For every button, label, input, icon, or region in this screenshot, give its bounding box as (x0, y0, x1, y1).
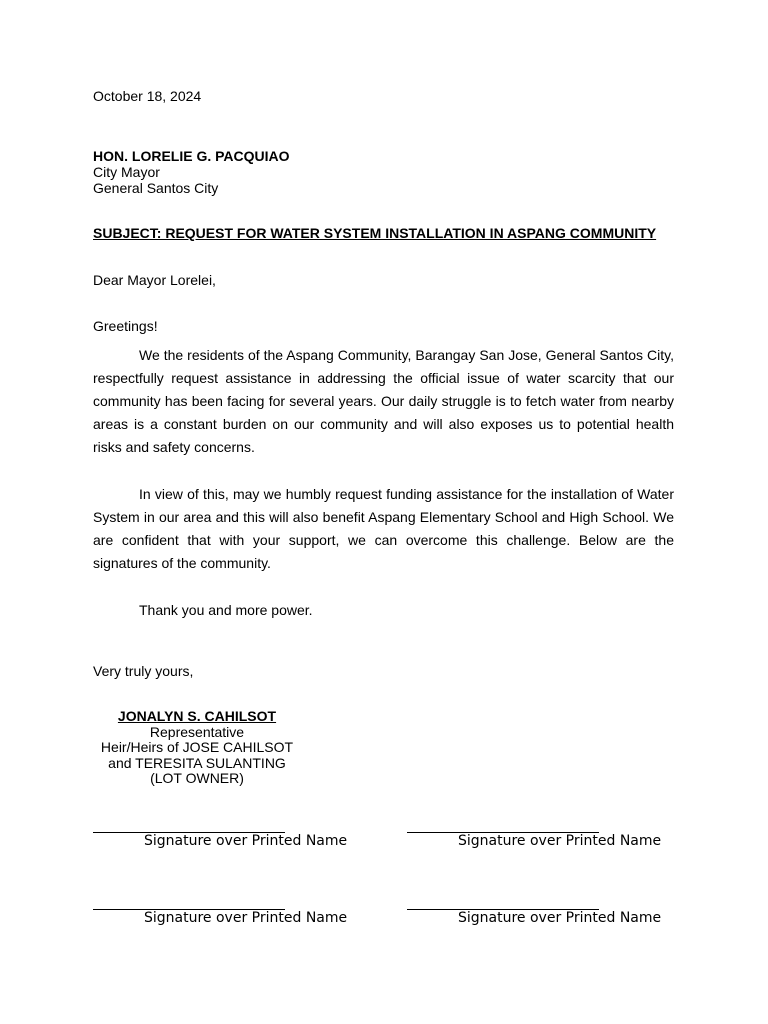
signatory-line-2: and TERESITA SULANTING (108, 754, 286, 771)
valediction: Very truly yours, (93, 663, 194, 679)
greeting: Greetings! (93, 318, 158, 334)
signature-caption-3: Signature over Printed Name (144, 910, 348, 926)
salutation: Dear Mayor Lorelei, (93, 272, 216, 288)
body-paragraph-1 (93, 344, 674, 459)
recipient-location: General Santos City (93, 180, 219, 196)
closing-thanks: Thank you and more power. (139, 602, 313, 618)
signatory-name: JONALYN S. CAHILSOT (117, 708, 277, 724)
recipient-title: City Mayor (93, 164, 160, 180)
recipient-block (93, 148, 290, 196)
signature-caption-4: Signature over Printed Name (458, 910, 662, 926)
signatory-role: Representative (149, 723, 245, 740)
signature-caption-1: Signature over Printed Name (144, 833, 348, 849)
signatory-line-1: Heir/Heirs of JOSE CAHILSOT (100, 739, 294, 756)
body-paragraph-2 (93, 483, 674, 575)
body-paragraph-2-text: In view of this, may we humbly request funding assistance for the installation of Water System in our area and this will also benefit Aspang Elementary School and High School. We are confident that with your support, we can overcome this challenge. Below are the signatures of the community. (93, 486, 674, 571)
signature-caption-2: Signature over Printed Name (458, 833, 662, 849)
signatory-block (93, 709, 301, 787)
letter-subject: SUBJECT: REQUEST FOR WATER SYSTEM INSTALLATION IN ASPANG COMMUNITY (93, 225, 657, 241)
recipient-name: HON. LORELIE G. PACQUIAO (93, 148, 290, 164)
body-paragraph-1-text: We the residents of the Aspang Community, Barangay San Jose, General Santos City, respectfully request assistance in addressing the official issue of water scarcity that our community has been facing for several years. Our daily struggle is to fetch water from nearby areas is a constant burden on our community and will also exposes us to potential health risks and safety concerns. (93, 347, 674, 455)
signatory-line-3: (LOT OWNER) (150, 770, 244, 787)
letter-date: October 18, 2024 (93, 88, 202, 104)
